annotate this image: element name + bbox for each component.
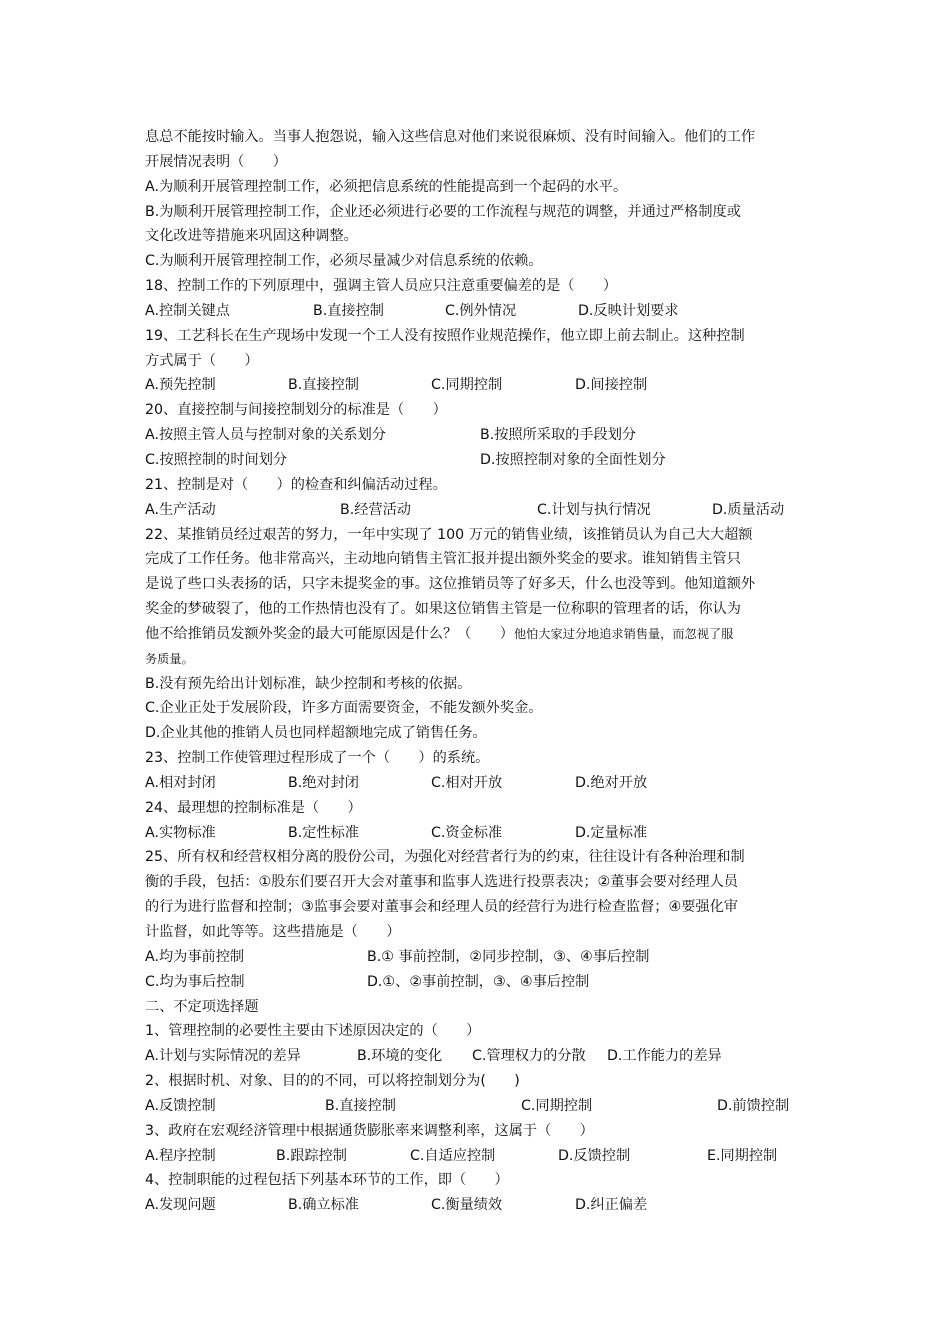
text-line: 衡的手段，包括：①股东们要召开大会对董事和监事人选进行投票表决；②董事会要对经理人员 [145,874,738,891]
question-24: 24、最理想的控制标准是（ ） [145,799,362,816]
option-d: D.反馈控制 [558,1147,631,1164]
option-c: C.资金标准 [431,824,503,841]
option-b: B.直接控制 [313,302,384,319]
option-d: D.纠正偏差 [575,1197,648,1214]
option-c: C.均为事后控制 [145,973,245,990]
option-a-continued: 务质量。 [145,651,194,666]
text-line: 文化改进等措施来巩固这种调整。 [145,228,358,245]
option-a: A.反馈控制 [145,1097,216,1114]
multi-question-4: 4、控制职能的过程包括下列基本环节的工作，即（ ） [145,1172,509,1189]
option-d: D.质量活动 [712,501,785,518]
option-a: A.预先控制 [145,377,216,394]
option-b: B.绝对封闭 [288,774,359,791]
text-line: 完成了工作任务。他非常高兴，主动地向销售主管汇报并提出额外奖金的要求。谁知销售主管只 [145,551,741,568]
option-c: C.计划与执行情况 [537,501,651,518]
question-23-options [145,771,815,796]
question-18: 18、控制工作的下列原理中，强调主管人员应只注意重要偏差的是（ ） [145,278,618,295]
option-d: D.间接控制 [575,377,648,394]
question-22-prompt: 他不给推销员发额外奖金的最大可能原因是什么？（ ） [145,625,514,642]
option-c: C.自适应控制 [410,1147,496,1164]
option-line: C.为顺利开展管理控制工作，必须尽量减少对信息系统的依赖。 [145,253,543,270]
question-21-options [145,498,815,523]
option-b: B.没有预先给出计划标准，缺少控制和考核的依据。 [145,675,472,692]
text-line: 计监督，如此等等。这些措施是（ ） [145,924,401,940]
question-24-options [145,821,815,846]
option-d: D.按照控制对象的全面性划分 [480,451,666,468]
option-a: A.程序控制 [145,1147,216,1164]
question-20-options-row1 [145,423,815,448]
option-c: C.同期控制 [521,1097,593,1114]
option-b: B.环境的变化 [357,1048,443,1065]
option-d: D.定量标准 [575,824,648,841]
question-25: 25、所有权和经营权相分离的股份公司，为强化对经营者行为的约束，往往设计有各种治理和制 [145,849,745,866]
option-line: A.为顺利开展管理控制工作，必须把信息系统的性能提高到一个起码的水平。 [145,178,628,195]
option-d: D.绝对开放 [575,774,648,791]
multi-question-1: 1、管理控制的必要性主要由下述原因决定的（ ） [145,1023,481,1040]
option-a: A.实物标准 [145,824,216,841]
option-d: D.前馈控制 [717,1097,790,1114]
option-a: A.相对封闭 [145,774,216,791]
option-e: E.同期控制 [707,1147,778,1164]
multi-question-3-options [145,1144,815,1169]
question-21: 21、控制是对（ ）的检查和纠偏活动过程。 [145,476,447,493]
option-c: C.按照控制的时间划分 [145,451,288,468]
option-c: C.相对开放 [431,774,503,791]
option-b: B.按照所采取的手段划分 [480,427,637,444]
question-20: 20、直接控制与间接控制划分的标准是（ ） [145,402,447,419]
multi-question-4-options [145,1193,815,1218]
option-a: A.均为事前控制 [145,948,245,965]
text-line: 的行为进行监督和控制；③监事会要对董事会和经理人员的经营行为进行检查监督；④要强化审 [145,899,738,916]
option-c: C.例外情况 [445,302,517,319]
option-b: B.直接控制 [288,377,359,394]
option-a-inline: 他怕大家过分地追求销售量，而忽视了服 [513,626,734,641]
option-d: D.反映计划要求 [578,302,679,319]
option-a: A.控制关键点 [145,302,230,319]
option-c: C.衡量绩效 [431,1197,503,1214]
text-line: 开展情况表明（ ） [145,153,287,170]
text-line [145,647,815,672]
document-page [145,125,815,1218]
option-c: C.管理权力的分散 [472,1048,586,1065]
option-line: B.为顺利开展管理控制工作，企业还必须进行必要的工作流程与规范的调整，并通过严格制度或 [145,203,741,220]
text-line: 奖金的梦破裂了，他的工作热情也没有了。如果这位销售主管是一位称职的管理者的话，你认为 [145,601,741,618]
option-a: A.按照主管人员与控制对象的关系划分 [145,427,386,444]
multi-question-2-options [145,1094,815,1119]
option-b: B.经营活动 [340,501,411,518]
option-b: B.直接控制 [325,1097,396,1114]
question-20-options-row2 [145,448,815,473]
text-line: 是说了些口头表扬的话，只字未提奖金的事。这位推销员等了好多天，什么也没等到。他知道额外 [145,576,756,593]
option-b: B.确立标准 [288,1197,359,1214]
question-18-options [145,299,815,324]
question-25-options-row1 [145,945,815,970]
text-line: 方式属于（ ） [145,352,259,369]
question-19: 19、工艺科长在生产现场中发现一个工人没有按照作业规范操作，他立即上前去制止。这种控制 [145,327,745,344]
option-d: D.工作能力的差异 [607,1048,722,1065]
question-25-options-row2 [145,970,815,995]
option-a: A.计划与实际情况的差异 [145,1048,301,1065]
question-19-options [145,373,815,398]
option-a: A.发现问题 [145,1197,216,1214]
option-a: A.生产活动 [145,501,216,518]
multi-question-2: 2、根据时机、对象、目的的不同，可以将控制划分为( ) [145,1073,520,1090]
text-line: 息总不能按时输入。当事人抱怨说，输入这些信息对他们来说很麻烦、没有时间输入。他们的工作 [145,129,756,145]
multi-question-3: 3、政府在宏观经济管理中根据通货膨胀率来调整利率，这属于（ ） [145,1122,594,1139]
multi-question-1-options [145,1044,815,1069]
section-heading: 二、不定项选择题 [145,998,259,1015]
question-23: 23、控制工作使管理过程形成了一个（ ）的系统。 [145,750,490,767]
option-b: B.跟踪控制 [276,1147,347,1164]
text-line [145,622,815,647]
option-c: C.企业正处于发展阶段，许多方面需要资金，不能发额外奖金。 [145,700,543,717]
option-b: B.定性标准 [288,824,359,841]
question-22: 22、某推销员经过艰苦的努力，一年中实现了 100 万元的销售业绩，该推销员认为自己大大超额 [145,526,753,543]
option-d: D.企业其他的推销人员也同样超额地完成了销售任务。 [145,725,487,742]
option-c: C.同期控制 [431,377,503,394]
option-b: B.① 事前控制，②同步控制，③、④事后控制 [367,948,650,965]
option-d: D.①、②事前控制，③、④事后控制 [367,973,590,990]
